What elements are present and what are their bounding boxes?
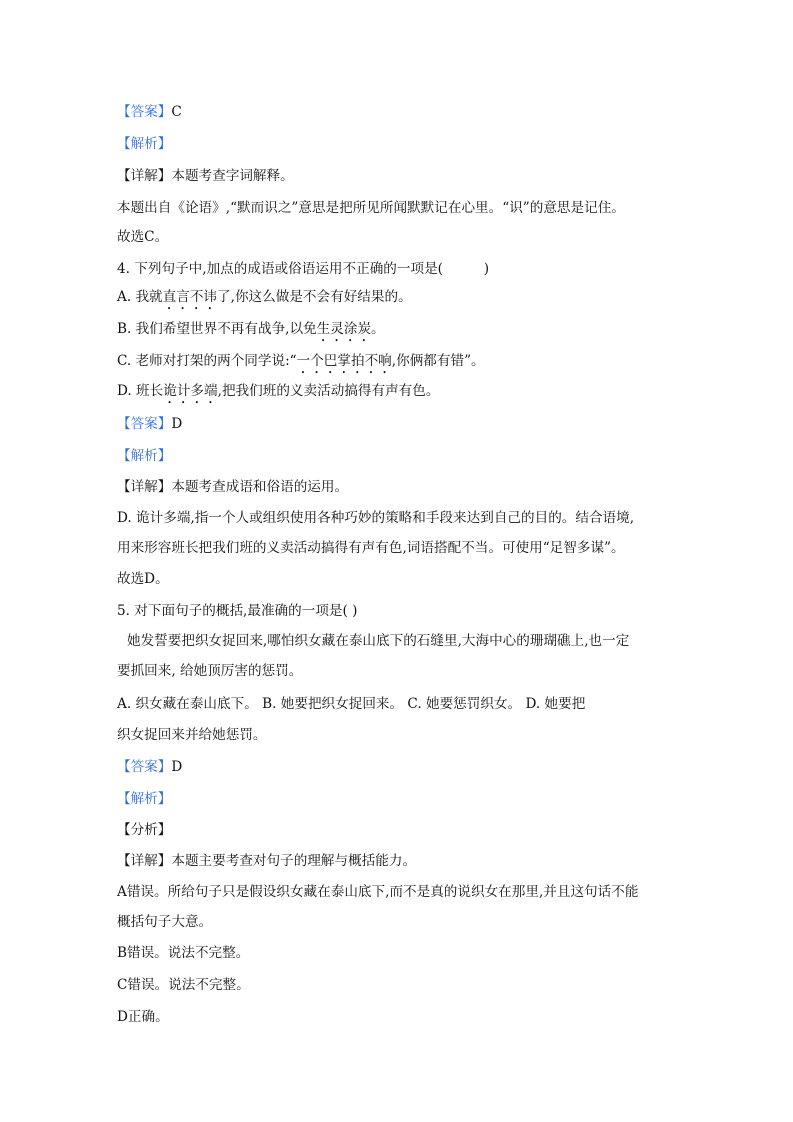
q5-options-2: 织女捉回来并给她惩罚。 <box>117 727 267 743</box>
option-text: C. 老师对打架的两个同学说:“ <box>117 353 297 369</box>
q4-option-a <box>117 287 412 313</box>
q4-answer <box>117 414 182 434</box>
q5-d: D正确。 <box>117 1009 169 1025</box>
dotted-phrase: 生灵涂炭 <box>316 321 372 337</box>
option-text: 。 <box>371 321 385 337</box>
detail-tag: 【详解】 <box>117 168 172 184</box>
answer-tag: 【答案】 <box>117 416 172 432</box>
q5-b: B错误。说法不完整。 <box>117 945 250 961</box>
option-text: 了,你这么做是不会有好结果的。 <box>217 289 412 305</box>
q5-analysis-tag: 【解析】 <box>117 791 172 807</box>
option-text: ,你俩都有错”。 <box>391 353 485 369</box>
q5-a-2: 概括句子大意。 <box>117 914 213 930</box>
q3-conclusion: 故选C。 <box>117 229 169 245</box>
option-text: A. 我就 <box>117 289 163 305</box>
answer-value: C <box>171 104 182 120</box>
detail-tag: 【详解】 <box>117 479 172 495</box>
answer-value: D <box>171 416 183 432</box>
q4-stem: 4. 下列句子中,加点的成语或俗语运用不正确的一项是( ) <box>117 261 490 277</box>
q5-detail <box>117 851 416 871</box>
option-text: ,把我们班的义卖活动搞得有声有色。 <box>217 383 440 399</box>
q4-option-d <box>117 381 439 407</box>
option-text: B. 我们希望世界不再有战争,以免 <box>117 321 317 337</box>
q4-explain-1: D. 诡计多端,指一个人或组织使用各种巧妙的策略和手段来达到自己的目的。结合语境, <box>117 510 635 526</box>
q5-stem: 5. 对下面句子的概括,最准确的一项是( ) <box>117 603 358 619</box>
detail-text: 本题考查字词解释。 <box>171 168 294 184</box>
q5-fenxi-tag: 【分析】 <box>117 822 172 838</box>
q3-analysis-tag: 【解析】 <box>117 136 172 152</box>
answer-tag: 【答案】 <box>117 759 172 775</box>
answer-value: D <box>171 759 183 775</box>
option-text: D. 班长 <box>117 383 164 399</box>
q5-answer <box>117 757 182 777</box>
detail-tag: 【详解】 <box>117 853 172 869</box>
q4-explain-2: 用来形容班长把我们班的义卖活动搞得有声有色,词语搭配不当。可使用“足智多谋”。 <box>117 540 625 556</box>
q3-explain: 本题出自《论语》,“默而识之”意思是把所见所闻默默记在心里。“识”的意思是记住。 <box>117 200 625 216</box>
q4-option-c <box>117 351 485 377</box>
q5-c: C错误。说法不完整。 <box>117 977 250 993</box>
q4-option-b <box>117 319 385 345</box>
dotted-phrase: 直言不讳 <box>162 289 218 305</box>
q4-conclusion: 故选D。 <box>117 571 169 587</box>
q5-options-1: A. 织女藏在泰山底下。 B. 她要把织女捉回来。 C. 她要惩罚织女。 D. 她要把 <box>117 696 586 712</box>
detail-text: 本题考查成语和俗语的运用。 <box>171 479 349 495</box>
answer-tag: 【答案】 <box>117 104 172 120</box>
q3-detail <box>117 166 294 186</box>
q5-passage-1: 她发誓要把织女捉回来,哪怕织女藏在泰山底下的石缝里,大海中心的珊瑚礁上,也一定 <box>127 633 630 649</box>
q5-a-1: A错误。所给句子只是假设织女藏在泰山底下,而不是真的说织女在那里,并且这句话不能 <box>117 884 639 900</box>
dotted-phrase: 诡计多端 <box>163 383 218 399</box>
q3-answer <box>117 102 182 122</box>
q4-analysis-tag: 【解析】 <box>117 448 172 464</box>
q5-passage-2: 要抓回来, 给她顶厉害的惩罚。 <box>117 663 303 679</box>
q4-detail <box>117 477 348 497</box>
dotted-phrase: 一个巴掌拍不响 <box>296 353 392 369</box>
detail-text: 本题主要考查对句子的理解与概括能力。 <box>171 853 417 869</box>
